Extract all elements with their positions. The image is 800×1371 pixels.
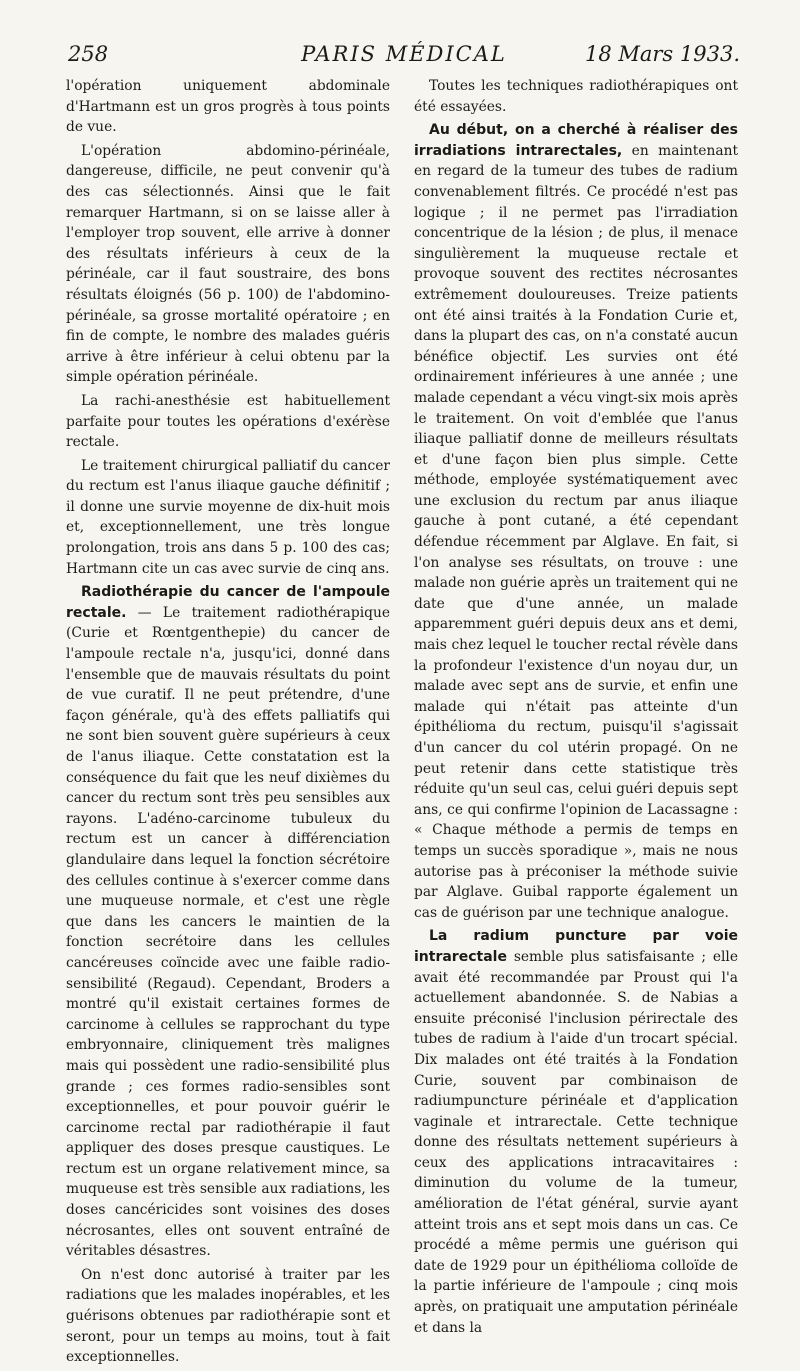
paragraph: l'opération uniquement abdominale d'Hartmann est un gros progrès à tous points de vue. bbox=[66, 78, 390, 136]
paragraph-body: en maintenant en regard de la tumeur des tubes de radium convenablement filtrés. Ce procédé n'est pas logique ; il ne permet pas l'irradiation concentrique de la lésion ; de plus, il menace singulièrement la muqueuse rectale et provoque souvent des rectites nécrosantes extrêmement douloureuses. Treize patients ont été ainsi traités à la Fondation Curie et, dans la plupart des cas, on n'a constaté aucun bénéfice objectif. Les survies ont été ordinairement inférieures à une année ; une malade cependant a vécu vingt-six mois après le traitement. On voit d'emblée que l'anus iliaque palliatif donne de meilleurs résultats et d'une façon bien plus simple. Cette méthode, employée systématiquement avec une exclusion du rectum par anus iliaque gauche à pont cutané, a été cependant défendue récemment par Alglave. En fait, si l'on analyse ses résultats, on trouve : une malade non guérie après un traitement qui ne date que d'une année, un malade apparemment guéri depuis deux ans et demi, mais chez lequel le toucher rectal révèle dans la profondeur l'existence d'un noyau dur, un malade avec sept ans de survie, et enfin une malade qui n'était pas atteinte d'un épithélioma du rectum, puisqu'il s'agissait d'un cancer du col utérin propagé. On ne peut retenir dans cette statistique très réduite qu'un seul cas, celui guéri depuis sept ans, ce qui confirme l'opinion de Lacassagne : « Chaque méthode a permis de temps en temps un succès sporadique », mais ne nous autorise pas à préconiser la méthode suivie par Alglave. Guibal rapporte également un cas de guérison par une technique analogue. bbox=[414, 142, 739, 921]
running-header bbox=[68, 40, 740, 74]
paragraph: Toutes les techniques radiothérapiques ont été essayées. bbox=[414, 78, 738, 115]
section-heading: La radium puncture par voie intrarectale bbox=[414, 928, 738, 965]
paragraph: La rachi-anesthésie est habituellement parfaite pour toutes les opérations d'exérèse rectale. bbox=[66, 392, 390, 451]
page-number: 258 bbox=[68, 42, 109, 66]
paragraph: Le traitement chirurgical palliatif du cancer du rectum est l'anus iliaque gauche définitif ; il donne une survie moyenne de dix-huit mois et, exceptionnellement, une très longue prolongation, trois ans dans 5 p. 100 des cas; Hartmann cite un cas avec survie de cinq ans. bbox=[66, 457, 390, 577]
paragraph-body: semble plus satisfaisante ; elle avait été recommandée par Proust qui l'a actuellement abandonnée. S. de Nabias a ensuite préconisé l'inclusion périrectale des tubes de radium à l'aide d'un trocart spécial. Dix malades ont été traités à la Fondation Curie, souvent par combinaison de radiumpuncture périnéale et d'application vaginale et intrarectale. Cette technique donne des résultats nettement supérieurs à ceux des applications intracavitaires : diminution du volume de la tumeur, amélioration de l'état général, survie ayant atteint trois ans et sept mois dans un cas. Ce procédé a même permis une guérison qui date de 1929 pour un épithélioma colloïde de la partie inférieure de l'ampoule ; cinq mois après, on pratiquait une amputation périnéale et dans la bbox=[414, 948, 738, 1336]
paragraph: L'opération abdomino-périnéale, dangereuse, difficile, ne peut convenir qu'à des cas sélectionnés. Ainsi que le fait remarquer Hartmann, si on se laisse aller à l'employer trop souvent, elle arrive à donner des résultats inférieurs à ceux de la périnéale, car il faut soustraire, des bons résultats éloignés (56 p. 100) de l'abdomino-périnéale, sa grosse mortalité opératoire ; en fin de compte, le nombre des malades guéris arrive à être inférieur à celui obtenu par la simple opération périnéale. bbox=[66, 142, 390, 386]
paragraph: On n'est donc autorisé à traiter par les radiations que les malades inopérables, et les guérisons obtenues par radiothérapie sont et seront, pour un temps au moins, tout à fait exceptionnelles. bbox=[66, 1266, 390, 1366]
section-heading: Radiothérapie du cancer de l'ampoule rectale. bbox=[66, 584, 390, 621]
section-heading: Au début, on a cherché à réaliser des irradiations intrarectales, bbox=[414, 122, 738, 159]
paragraph-radium-puncture bbox=[414, 926, 738, 1338]
journal-title: PARIS MÉDICAL bbox=[301, 42, 507, 66]
paragraph-intrarectal bbox=[414, 120, 738, 923]
left-column bbox=[66, 76, 390, 1371]
paragraph-body: — Le traitement radiothérapique (Curie et Rœntgenthepie) du cancer de l'ampoule rectale n'a, jusqu'ici, donné dans l'ensemble que de mauvais résultats du point de vue curatif. Il ne peut prétendre, d'une façon générale, qu'à des effets palliatifs qui ne sont bien souvent guère supérieurs à ceux de l'anus iliaque. Cette constatation est la conséquence du fait que les neuf dixièmes du cancer du rectum sont très peu sensibles aux rayons. L'adéno-carcinome tubuleux du rectum est un cancer à différenciation glandulaire dans lequel la fonction sécrétoire des cellules continue à s'exercer comme dans une muqueuse normale, et c'est une règle que dans les cancers le maintien de la fonction secrétoire dans les cellules cancéreuses coïncide avec une faible radio-sensibilité (Regaud). Cependant, Broders a montré qu'il existait certaines formes de carcinome à cellules se rapprochant du type embryonnaire, cliniquement très malignes mais qui possèdent une radio-sensibilité plus grande ; ces formes radio-sensibles sont exceptionnelles, et pour pouvoir guérir le carcinome rectal par radiothérapie il faut appliquer des doses presque caustiques. Le rectum est un organe relativement mince, sa muqueuse est très sensible aux radiations, les doses cancéricides sont voisines des doses nécrosantes, elles ont souvent entraîné de véritables désastres. bbox=[66, 604, 390, 1260]
issue-date: 18 Mars 1933. bbox=[584, 42, 740, 66]
right-column bbox=[414, 76, 738, 1341]
paragraph-radiotherapy bbox=[66, 582, 390, 1262]
